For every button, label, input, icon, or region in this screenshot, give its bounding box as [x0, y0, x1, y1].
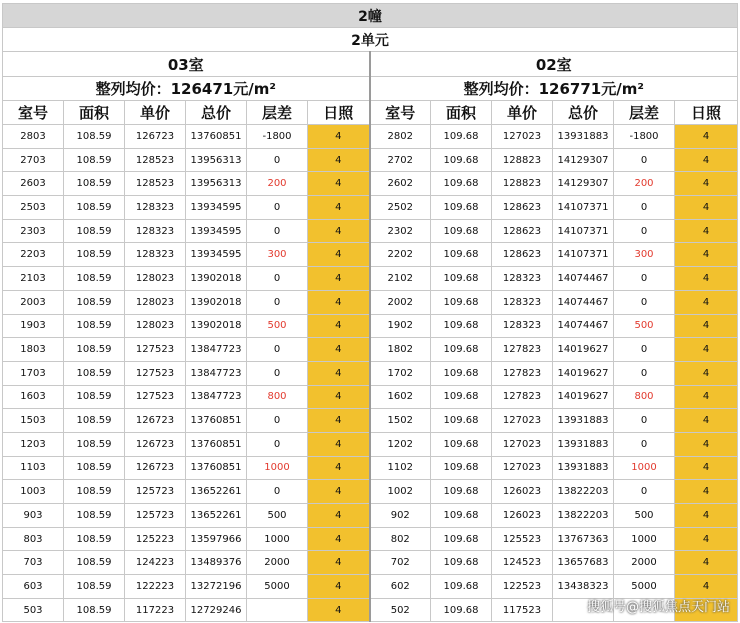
table-row: [3, 409, 738, 433]
left-cell-total-price: 13760851: [186, 409, 247, 433]
right-cell-floor-diff: [614, 598, 675, 622]
left-header-room: 室号: [3, 101, 64, 125]
right-cell-room: 2502: [370, 196, 431, 220]
right-cell-unit-price: 117523: [492, 598, 553, 622]
left-cell-unit-price: 117223: [125, 598, 186, 622]
right-cell-floor-diff: 1000: [614, 456, 675, 480]
right-cell-room: 2102: [370, 267, 431, 291]
right-cell-total-price: 13822203: [553, 504, 614, 528]
right-cell-total-price: 14074467: [553, 314, 614, 338]
left-cell-floor-diff: 0: [247, 480, 308, 504]
left-cell-total-price: 13956313: [186, 148, 247, 172]
left-cell-room: 1503: [3, 409, 64, 433]
right-cell-sunlight: 4: [675, 504, 738, 528]
right-cell-room: 1202: [370, 432, 431, 456]
table-row: [3, 148, 738, 172]
left-cell-room: 503: [3, 598, 64, 622]
left-cell-floor-diff: 1000: [247, 456, 308, 480]
left-cell-sunlight: 4: [308, 338, 370, 362]
left-cell-floor-diff: 300: [247, 243, 308, 267]
right-cell-sunlight: 4: [675, 456, 738, 480]
right-cell-floor-diff: 0: [614, 338, 675, 362]
left-cell-sunlight: 4: [308, 196, 370, 220]
right-cell-sunlight: 4: [675, 196, 738, 220]
right-header-total-price: 总价: [553, 101, 614, 125]
left-cell-floor-diff: 0: [247, 361, 308, 385]
right-header-room: 室号: [370, 101, 431, 125]
left-cell-total-price: 13934595: [186, 219, 247, 243]
left-cell-total-price: 13934595: [186, 243, 247, 267]
left-cell-floor-diff: 2000: [247, 551, 308, 575]
right-cell-total-price: 14074467: [553, 267, 614, 291]
right-cell-floor-diff: 5000: [614, 575, 675, 599]
left-cell-sunlight: 4: [308, 172, 370, 196]
right-cell-total-price: 14019627: [553, 385, 614, 409]
left-cell-room: 2003: [3, 290, 64, 314]
right-cell-sunlight: 4: [675, 480, 738, 504]
right-average-price: 整列均价：126771元/m²: [370, 77, 738, 101]
right-cell-floor-diff: 1000: [614, 527, 675, 551]
left-cell-room: 2303: [3, 219, 64, 243]
left-cell-area: 108.59: [64, 148, 125, 172]
right-cell-sunlight: 4: [675, 267, 738, 291]
right-cell-area: 109.68: [431, 432, 492, 456]
right-cell-area: 109.68: [431, 385, 492, 409]
left-cell-area: 108.59: [64, 575, 125, 599]
left-cell-sunlight: 4: [308, 125, 370, 149]
right-cell-area: 109.68: [431, 338, 492, 362]
left-cell-floor-diff: -1800: [247, 125, 308, 149]
right-cell-unit-price: 126023: [492, 480, 553, 504]
left-cell-total-price: 13272196: [186, 575, 247, 599]
right-cell-floor-diff: -1800: [614, 125, 675, 149]
right-cell-floor-diff: 0: [614, 148, 675, 172]
right-cell-floor-diff: 0: [614, 267, 675, 291]
table-row: [3, 456, 738, 480]
left-cell-room: 1203: [3, 432, 64, 456]
table-row: [3, 598, 738, 622]
right-cell-floor-diff: 0: [614, 290, 675, 314]
table-row: [3, 196, 738, 220]
right-header-area: 面积: [431, 101, 492, 125]
left-average-price: 整列均价：126471元/m²: [3, 77, 370, 101]
left-cell-room: 603: [3, 575, 64, 599]
left-cell-sunlight: 4: [308, 314, 370, 338]
left-cell-area: 108.59: [64, 409, 125, 433]
right-cell-total-price: 14129307: [553, 172, 614, 196]
right-cell-sunlight: 4: [675, 314, 738, 338]
left-cell-total-price: 13760851: [186, 456, 247, 480]
table-row: [3, 125, 738, 149]
right-cell-floor-diff: 0: [614, 480, 675, 504]
left-header-area: 面积: [64, 101, 125, 125]
right-cell-unit-price: 128323: [492, 314, 553, 338]
left-cell-unit-price: 128023: [125, 290, 186, 314]
left-cell-sunlight: 4: [308, 551, 370, 575]
left-cell-unit-price: 126723: [125, 456, 186, 480]
left-cell-sunlight: 4: [308, 598, 370, 622]
left-cell-room: 1003: [3, 480, 64, 504]
left-cell-room: 2503: [3, 196, 64, 220]
table-row: [3, 432, 738, 456]
right-cell-total-price: 14107371: [553, 219, 614, 243]
right-cell-unit-price: 128823: [492, 172, 553, 196]
left-cell-area: 108.59: [64, 456, 125, 480]
right-cell-unit-price: 128623: [492, 243, 553, 267]
left-cell-unit-price: 122223: [125, 575, 186, 599]
left-cell-area: 108.59: [64, 243, 125, 267]
left-cell-unit-price: 126723: [125, 432, 186, 456]
left-cell-floor-diff: 0: [247, 290, 308, 314]
left-cell-total-price: 13652261: [186, 480, 247, 504]
left-cell-total-price: 13847723: [186, 338, 247, 362]
column-header-row: [3, 101, 738, 125]
right-cell-area: 109.68: [431, 125, 492, 149]
left-cell-unit-price: 127523: [125, 385, 186, 409]
left-header-total-price: 总价: [186, 101, 247, 125]
left-cell-area: 108.59: [64, 314, 125, 338]
left-cell-unit-price: 126723: [125, 409, 186, 433]
left-header-unit-price: 单价: [125, 101, 186, 125]
left-cell-area: 108.59: [64, 598, 125, 622]
right-cell-floor-diff: 0: [614, 361, 675, 385]
right-cell-room: 1502: [370, 409, 431, 433]
right-cell-sunlight: 4: [675, 385, 738, 409]
right-cell-unit-price: 126023: [492, 504, 553, 528]
left-cell-total-price: 13652261: [186, 504, 247, 528]
right-cell-room: 2602: [370, 172, 431, 196]
right-cell-total-price: 14107371: [553, 243, 614, 267]
left-cell-sunlight: 4: [308, 219, 370, 243]
left-cell-unit-price: 127523: [125, 361, 186, 385]
right-cell-unit-price: 122523: [492, 575, 553, 599]
right-cell-room: 702: [370, 551, 431, 575]
right-cell-room: 1102: [370, 456, 431, 480]
left-cell-floor-diff: 0: [247, 409, 308, 433]
right-cell-total-price: 13657683: [553, 551, 614, 575]
left-cell-total-price: 13597966: [186, 527, 247, 551]
table-row: [3, 527, 738, 551]
right-cell-room: 2302: [370, 219, 431, 243]
right-cell-total-price: 14107371: [553, 196, 614, 220]
right-cell-room: 2002: [370, 290, 431, 314]
left-cell-room: 703: [3, 551, 64, 575]
left-cell-unit-price: 127523: [125, 338, 186, 362]
left-room-title: 03室: [3, 52, 370, 77]
left-cell-floor-diff: 0: [247, 432, 308, 456]
right-cell-total-price: 14019627: [553, 361, 614, 385]
table-row: [3, 504, 738, 528]
right-cell-unit-price: 125523: [492, 527, 553, 551]
left-cell-total-price: 13760851: [186, 125, 247, 149]
left-cell-sunlight: 4: [308, 432, 370, 456]
left-cell-sunlight: 4: [308, 385, 370, 409]
right-cell-room: 902: [370, 504, 431, 528]
left-cell-unit-price: 128023: [125, 267, 186, 291]
right-cell-area: 109.68: [431, 148, 492, 172]
left-cell-floor-diff: 0: [247, 338, 308, 362]
right-cell-unit-price: 128823: [492, 148, 553, 172]
left-cell-area: 108.59: [64, 361, 125, 385]
price-table: [2, 3, 738, 622]
right-cell-unit-price: 127823: [492, 385, 553, 409]
right-cell-floor-diff: 0: [614, 409, 675, 433]
left-cell-total-price: 13934595: [186, 196, 247, 220]
right-cell-sunlight: 4: [675, 290, 738, 314]
right-cell-sunlight: 4: [675, 148, 738, 172]
left-cell-room: 2703: [3, 148, 64, 172]
right-cell-total-price: 14074467: [553, 290, 614, 314]
right-cell-total-price: 14019627: [553, 338, 614, 362]
table-row: [3, 243, 738, 267]
right-cell-floor-diff: 500: [614, 314, 675, 338]
right-cell-area: 109.68: [431, 551, 492, 575]
left-cell-area: 108.59: [64, 125, 125, 149]
left-cell-area: 108.59: [64, 172, 125, 196]
building-title: 2幢: [3, 4, 738, 28]
left-cell-total-price: 13760851: [186, 432, 247, 456]
left-cell-area: 108.59: [64, 504, 125, 528]
right-cell-room: 1902: [370, 314, 431, 338]
right-cell-unit-price: 128623: [492, 219, 553, 243]
table-row: [3, 551, 738, 575]
table-row: [3, 314, 738, 338]
left-cell-sunlight: 4: [308, 480, 370, 504]
right-cell-floor-diff: 0: [614, 196, 675, 220]
right-cell-floor-diff: 300: [614, 243, 675, 267]
left-cell-area: 108.59: [64, 551, 125, 575]
right-cell-area: 109.68: [431, 598, 492, 622]
table-row: [3, 290, 738, 314]
left-cell-unit-price: 126723: [125, 125, 186, 149]
left-cell-sunlight: 4: [308, 527, 370, 551]
right-header-floor-diff: 层差: [614, 101, 675, 125]
table-row: [3, 267, 738, 291]
right-cell-room: 1602: [370, 385, 431, 409]
left-cell-room: 2203: [3, 243, 64, 267]
left-cell-room: 1103: [3, 456, 64, 480]
right-cell-area: 109.68: [431, 504, 492, 528]
left-cell-total-price: 13902018: [186, 314, 247, 338]
left-cell-sunlight: 4: [308, 243, 370, 267]
right-cell-unit-price: 127023: [492, 409, 553, 433]
right-cell-unit-price: 127023: [492, 125, 553, 149]
right-cell-area: 109.68: [431, 172, 492, 196]
right-room-title: 02室: [370, 52, 738, 77]
table-row: [3, 361, 738, 385]
left-cell-floor-diff: 0: [247, 219, 308, 243]
left-header-floor-diff: 层差: [247, 101, 308, 125]
right-header-sunlight: 日照: [675, 101, 738, 125]
right-cell-unit-price: 128323: [492, 290, 553, 314]
right-cell-sunlight: 4: [675, 409, 738, 433]
right-cell-room: 802: [370, 527, 431, 551]
table-row: [3, 480, 738, 504]
left-cell-room: 903: [3, 504, 64, 528]
right-cell-room: 502: [370, 598, 431, 622]
left-cell-unit-price: 128323: [125, 243, 186, 267]
right-cell-room: 2802: [370, 125, 431, 149]
left-cell-area: 108.59: [64, 527, 125, 551]
left-cell-room: 2803: [3, 125, 64, 149]
left-cell-sunlight: 4: [308, 148, 370, 172]
left-cell-floor-diff: 1000: [247, 527, 308, 551]
right-cell-floor-diff: 800: [614, 385, 675, 409]
right-cell-unit-price: 127823: [492, 361, 553, 385]
right-cell-total-price: 13822203: [553, 480, 614, 504]
left-cell-sunlight: 4: [308, 575, 370, 599]
right-cell-sunlight: 4: [675, 125, 738, 149]
left-cell-floor-diff: 0: [247, 148, 308, 172]
left-cell-room: 2603: [3, 172, 64, 196]
table-row: [3, 172, 738, 196]
right-cell-unit-price: 124523: [492, 551, 553, 575]
left-header-sunlight: 日照: [308, 101, 370, 125]
left-cell-total-price: 12729246: [186, 598, 247, 622]
right-cell-sunlight: 4: [675, 338, 738, 362]
left-cell-total-price: 13956313: [186, 172, 247, 196]
right-cell-area: 109.68: [431, 196, 492, 220]
right-cell-area: 109.68: [431, 219, 492, 243]
left-cell-area: 108.59: [64, 432, 125, 456]
right-cell-total-price: 13931883: [553, 432, 614, 456]
left-cell-unit-price: 128023: [125, 314, 186, 338]
right-cell-total-price: [553, 598, 614, 622]
right-cell-floor-diff: 0: [614, 432, 675, 456]
left-cell-floor-diff: 5000: [247, 575, 308, 599]
left-cell-total-price: 13489376: [186, 551, 247, 575]
left-cell-total-price: 13902018: [186, 267, 247, 291]
left-cell-floor-diff: 500: [247, 314, 308, 338]
left-cell-area: 108.59: [64, 219, 125, 243]
right-cell-area: 109.68: [431, 527, 492, 551]
right-cell-floor-diff: 200: [614, 172, 675, 196]
left-cell-unit-price: 125223: [125, 527, 186, 551]
left-cell-unit-price: 128523: [125, 172, 186, 196]
right-cell-total-price: 13931883: [553, 125, 614, 149]
right-cell-sunlight: 4: [675, 432, 738, 456]
left-cell-floor-diff: 0: [247, 267, 308, 291]
left-cell-floor-diff: [247, 598, 308, 622]
left-cell-area: 108.59: [64, 267, 125, 291]
table-row: [3, 219, 738, 243]
right-cell-area: 109.68: [431, 314, 492, 338]
left-cell-floor-diff: 500: [247, 504, 308, 528]
left-cell-sunlight: 4: [308, 409, 370, 433]
right-cell-area: 109.68: [431, 243, 492, 267]
left-cell-total-price: 13847723: [186, 385, 247, 409]
left-cell-floor-diff: 200: [247, 172, 308, 196]
left-cell-total-price: 13902018: [186, 290, 247, 314]
left-cell-room: 2103: [3, 267, 64, 291]
right-cell-sunlight: 4: [675, 243, 738, 267]
right-cell-total-price: 13931883: [553, 456, 614, 480]
left-cell-area: 108.59: [64, 480, 125, 504]
unit-title: 2单元: [3, 28, 738, 52]
left-cell-area: 108.59: [64, 290, 125, 314]
right-cell-area: 109.68: [431, 290, 492, 314]
left-cell-unit-price: 124223: [125, 551, 186, 575]
left-cell-sunlight: 4: [308, 290, 370, 314]
left-cell-room: 1803: [3, 338, 64, 362]
right-cell-room: 2202: [370, 243, 431, 267]
right-cell-total-price: 13438323: [553, 575, 614, 599]
left-cell-area: 108.59: [64, 385, 125, 409]
right-cell-area: 109.68: [431, 480, 492, 504]
right-cell-room: 602: [370, 575, 431, 599]
right-cell-sunlight: 4: [675, 361, 738, 385]
right-cell-total-price: 13767363: [553, 527, 614, 551]
left-cell-floor-diff: 0: [247, 196, 308, 220]
right-cell-sunlight: 4: [675, 172, 738, 196]
left-cell-sunlight: 4: [308, 267, 370, 291]
watermark: 搜狐号@搜狐焦点天门站: [586, 600, 730, 615]
left-cell-unit-price: 128323: [125, 219, 186, 243]
left-cell-area: 108.59: [64, 338, 125, 362]
table-row: [3, 385, 738, 409]
table-row: [3, 338, 738, 362]
right-cell-room: 2702: [370, 148, 431, 172]
right-cell-area: 109.68: [431, 456, 492, 480]
right-cell-sunlight: 4: [675, 551, 738, 575]
left-cell-room: 1703: [3, 361, 64, 385]
right-cell-sunlight: 4: [675, 575, 738, 599]
right-cell-unit-price: 127823: [492, 338, 553, 362]
left-cell-sunlight: 4: [308, 456, 370, 480]
left-cell-total-price: 13847723: [186, 361, 247, 385]
table-row: [3, 575, 738, 599]
left-cell-unit-price: 128523: [125, 148, 186, 172]
right-cell-unit-price: 128323: [492, 267, 553, 291]
right-cell-area: 109.68: [431, 267, 492, 291]
right-cell-floor-diff: 0: [614, 219, 675, 243]
right-cell-unit-price: 128623: [492, 196, 553, 220]
right-cell-unit-price: 127023: [492, 432, 553, 456]
right-cell-total-price: 13931883: [553, 409, 614, 433]
left-cell-sunlight: 4: [308, 504, 370, 528]
right-cell-sunlight: 4: [675, 219, 738, 243]
right-header-unit-price: 单价: [492, 101, 553, 125]
right-cell-room: 1002: [370, 480, 431, 504]
left-cell-unit-price: 128323: [125, 196, 186, 220]
left-cell-area: 108.59: [64, 196, 125, 220]
right-cell-total-price: 14129307: [553, 148, 614, 172]
left-cell-room: 803: [3, 527, 64, 551]
left-cell-unit-price: 125723: [125, 480, 186, 504]
right-cell-floor-diff: 500: [614, 504, 675, 528]
right-cell-unit-price: 127023: [492, 456, 553, 480]
right-cell-room: 1702: [370, 361, 431, 385]
left-cell-sunlight: 4: [308, 361, 370, 385]
right-cell-area: 109.68: [431, 575, 492, 599]
right-cell-sunlight: 4: [675, 527, 738, 551]
right-cell-area: 109.68: [431, 409, 492, 433]
left-cell-unit-price: 125723: [125, 504, 186, 528]
left-cell-floor-diff: 800: [247, 385, 308, 409]
right-cell-floor-diff: 2000: [614, 551, 675, 575]
left-cell-room: 1603: [3, 385, 64, 409]
left-cell-room: 1903: [3, 314, 64, 338]
right-cell-sunlight: [675, 598, 738, 622]
right-cell-area: 109.68: [431, 361, 492, 385]
right-cell-room: 1802: [370, 338, 431, 362]
